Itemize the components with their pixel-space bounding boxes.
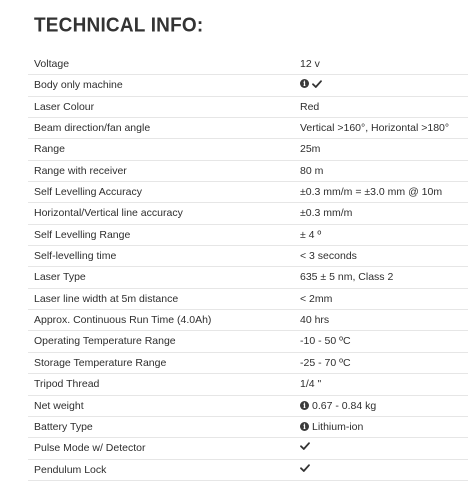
spec-value [300, 58, 320, 70]
spec-label: Laser line width at 5m distance [34, 292, 179, 305]
spec-value-text: 80 m [300, 164, 324, 177]
check-icon [300, 442, 310, 450]
spec-row [28, 97, 468, 118]
spec-label: Laser Type [34, 271, 86, 284]
spec-row [28, 139, 468, 160]
spec-row [28, 438, 468, 459]
spec-label: Self Levelling Accuracy [34, 186, 142, 199]
spec-value [300, 122, 449, 134]
spec-value [300, 143, 320, 155]
spec-value [300, 357, 351, 369]
spec-label: Approx. Continuous Run Time (4.0Ah) [34, 314, 212, 327]
spec-value [300, 79, 322, 88]
spec-row [28, 161, 468, 182]
spec-row [28, 246, 468, 267]
spec-row [28, 54, 468, 75]
spec-value [300, 165, 323, 177]
spec-value-text: 40 hrs [300, 314, 330, 327]
spec-label: Tripod Thread [34, 378, 100, 391]
spec-row [28, 225, 468, 246]
spec-value-text: 25m [300, 143, 321, 156]
spec-value [300, 207, 352, 219]
spec-label: Self Levelling Range [34, 228, 131, 241]
section-heading: TECHNICAL INFO: [34, 14, 204, 37]
spec-value-text: -10 - 50 ºC [300, 335, 351, 348]
spec-value-text: ±0.3 mm/m = ±3.0 mm @ 10m [300, 186, 443, 199]
spec-value-text: Red [300, 100, 320, 113]
spec-label: Body only machine [34, 79, 123, 92]
spec-value [300, 229, 321, 241]
spec-row [28, 289, 468, 310]
spec-value-text: 635 ± 5 nm, Class 2 [300, 271, 394, 284]
spec-row [28, 267, 468, 288]
spec-value [300, 400, 376, 412]
spec-value [300, 335, 351, 347]
spec-value-text: -25 - 70 ºC [300, 356, 351, 369]
spec-label: Range [34, 143, 65, 156]
spec-value-text: 12 v [300, 58, 320, 70]
spec-value-text: 1/4 " [300, 378, 322, 391]
spec-row [28, 310, 468, 331]
spec-label: Storage Temperature Range [34, 356, 167, 369]
spec-label: Battery Type [34, 420, 93, 433]
spec-row [28, 353, 468, 374]
spec-value [300, 464, 310, 472]
spec-value-text: Lithium-ion [312, 420, 364, 433]
spec-label: Operating Temperature Range [34, 335, 176, 348]
spec-table [28, 54, 468, 481]
spec-value [300, 293, 332, 305]
spec-value [300, 186, 442, 198]
spec-value [300, 101, 319, 113]
spec-label: Beam direction/fan angle [34, 122, 151, 135]
spec-row [28, 118, 468, 139]
spec-label: Self-levelling time [34, 250, 117, 263]
spec-value [300, 271, 393, 283]
spec-row [28, 374, 468, 395]
info-icon[interactable]: i [300, 79, 309, 88]
spec-value [300, 378, 321, 390]
spec-value [300, 250, 357, 262]
spec-label: Laser Colour [34, 100, 95, 113]
spec-value-text: < 2mm [300, 292, 333, 305]
spec-value-text: Vertical >160°, Horizontal >180° [300, 122, 450, 135]
spec-value-text: < 3 seconds [300, 250, 357, 263]
spec-row [28, 182, 468, 203]
spec-value [300, 314, 329, 326]
spec-value-text: ± 4 º [300, 228, 322, 241]
check-icon [312, 80, 322, 88]
spec-value-text: 0.67 - 0.84 kg [312, 399, 377, 412]
spec-row [28, 460, 468, 481]
spec-label: Pendulum Lock [34, 463, 107, 476]
spec-value [300, 442, 310, 450]
info-icon[interactable]: i [300, 401, 309, 410]
info-icon[interactable]: i [300, 422, 309, 431]
spec-value-text: ±0.3 mm/m [300, 207, 353, 220]
spec-label: Net weight [34, 399, 84, 412]
spec-row [28, 203, 468, 224]
check-icon [300, 464, 310, 472]
spec-row [28, 331, 468, 352]
spec-label: Horizontal/Vertical line accuracy [34, 207, 183, 220]
spec-label: Pulse Mode w/ Detector [34, 442, 146, 455]
spec-label: Voltage [34, 58, 70, 70]
spec-row [28, 396, 468, 417]
spec-row [28, 75, 468, 96]
spec-row [28, 417, 468, 438]
spec-label: Range with receiver [34, 164, 127, 177]
spec-value [300, 421, 363, 433]
